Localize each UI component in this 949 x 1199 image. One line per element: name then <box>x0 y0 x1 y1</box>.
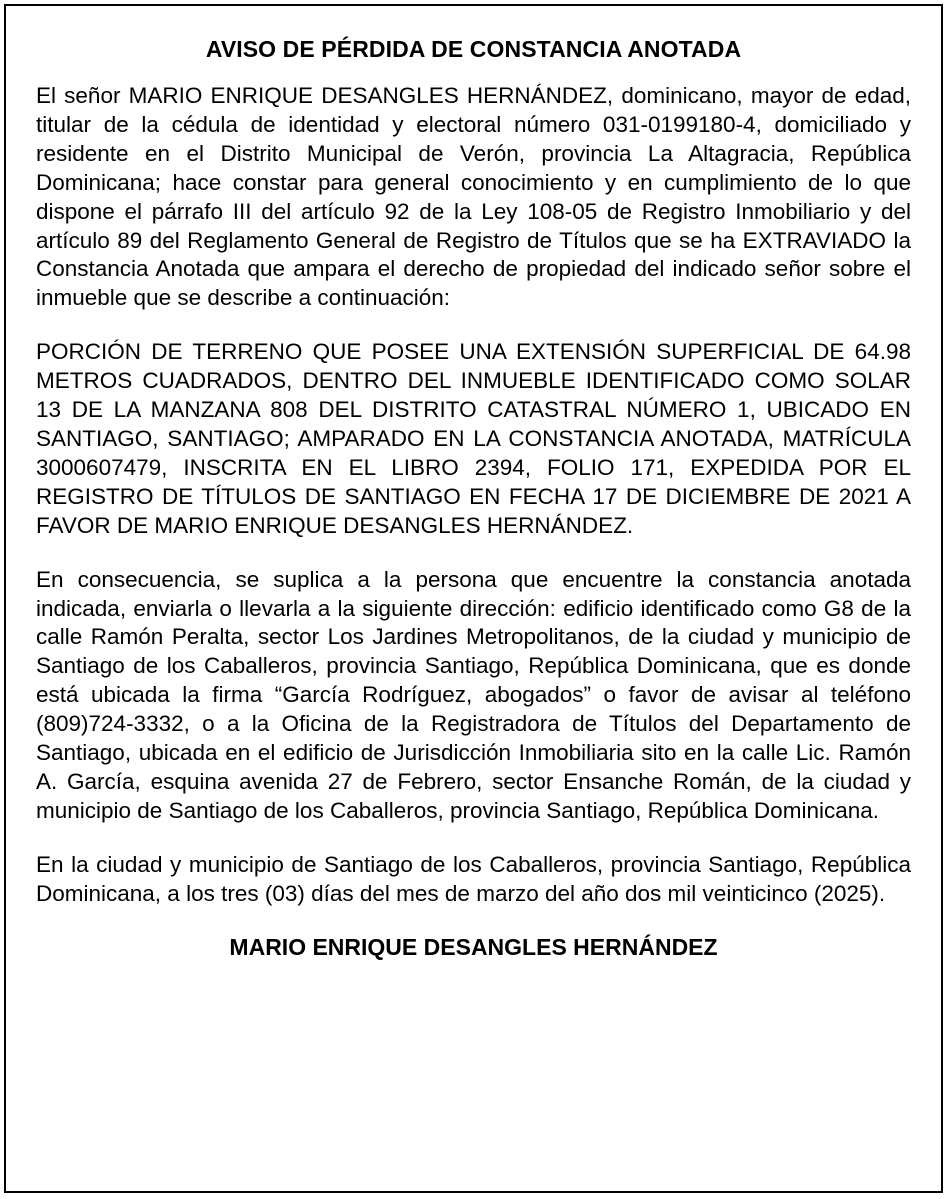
place-date-paragraph: En la ciudad y municipio de Santiago de los Caballeros, provincia Santiago, República Dominicana, a los tres (03) días del mes de marzo del año dos mil veinticinco (2025). <box>36 851 911 906</box>
property-description-paragraph: PORCIÓN DE TERRENO QUE POSEE UNA EXTENSIÓN SUPERFICIAL DE 64.98 METROS CUADRADOS, DENTRO DEL INMUEBLE IDENTIFICADO COMO SOLAR 13 DE LA MANZANA 808 DEL DISTRITO CATASTRAL NÚMERO 1, UBICADO EN SANTIAGO, SANTIAGO; AMPARADO EN LA CONSTANCIA ANOTADA, MATRÍCULA 3000607479, INSCRITA EN EL LIBRO 2394, FOLIO 171, EXPEDIDA POR EL REGISTRO DE TÍTULOS DE SANTIAGO EN FECHA 17 DE DICIEMBRE DE 2021 A FAVOR DE MARIO ENRIQUE DESANGLES HERNÁNDEZ. <box>36 339 911 538</box>
return-instructions-paragraph: En consecuencia, se suplica a la persona que encuentre la constancia anotada indicada, enviarla o llevarla a la siguiente dirección: edificio identificado como G8 de la calle Ramón Peralta, sector Los Jardines Metropolitanos, de la ciudad y municipio de Santiago de los Caballeros, provincia Santiago, República Dominicana, que es donde está ubicada la firma “García Rodríguez, abogados” o favor de avisar al teléfono (809)724-3332, o a la Oficina de la Registradora de Títulos del Departamento de Santiago, ubicada en el edificio de Jurisdicción Inmobiliaria sito en la calle Lic. Ramón A. García, esquina avenida 27 de Febrero, sector Ensanche Román, de la ciudad y municipio de Santiago de los Caballeros, provincia Santiago, República Dominicana. <box>36 566 911 823</box>
notice-title: AVISO DE PÉRDIDA DE CONSTANCIA ANOTADA <box>205 36 742 62</box>
notice-box <box>4 4 943 1193</box>
declaration-paragraph: El señor MARIO ENRIQUE DESANGLES HERNÁNDEZ, dominicano, mayor de edad, titular de la cédula de identidad y electoral número 031-0199180-4, domiciliado y residente en el Distrito Municipal de Verón, provincia La Altagracia, República Dominicana; hace constar para general conocimiento y en cumplimiento de lo que dispone el párrafo III del artículo 92 de la Ley 108-05 de Registro Inmobiliario y del artículo 89 del Reglamento General de Registro de Títulos que se ha EXTRAVIADO la Constancia Anotada que ampara el derecho de propiedad del indicado señor sobre el inmueble que se describe a continuación: <box>36 83 911 311</box>
signature-name: MARIO ENRIQUE DESANGLES HERNÁNDEZ <box>229 933 718 960</box>
